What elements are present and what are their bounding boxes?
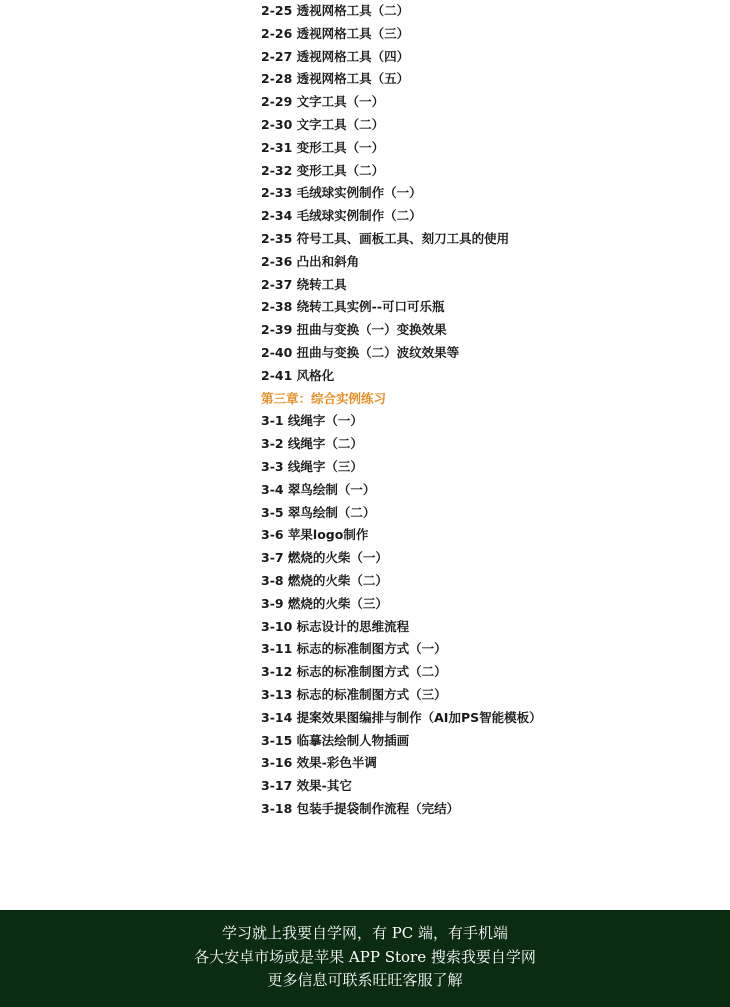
lesson-item: 2-39 扭曲与变换（一）变换效果: [261, 322, 447, 338]
lesson-item: 3-7 燃烧的火柴（一）: [261, 550, 388, 566]
course-table-of-contents: [261, 0, 701, 821]
lesson-item: 2-30 文字工具（二）: [261, 116, 385, 132]
chapter-heading: 第三章：综合实例练习: [261, 390, 387, 406]
lesson-item: 2-37 绕转工具: [261, 276, 347, 292]
footer-line-3: 更多信息可联系旺旺客服了解: [267, 971, 463, 989]
footer-banner: [0, 910, 730, 1007]
lesson-item: 3-15 临摹法绘制人物插画: [261, 732, 410, 748]
lesson-item: 3-14 提案效果图编排与制作（AI加PS智能模板）: [261, 709, 542, 725]
lesson-item: 2-29 文字工具（一）: [261, 94, 385, 110]
lesson-item: 3-2 线绳字（二）: [261, 436, 363, 452]
lesson-item: 2-36 凸出和斜角: [261, 253, 360, 269]
lesson-item: 2-31 变形工具（一）: [261, 139, 385, 155]
lesson-item: 2-26 透视网格工具（三）: [261, 25, 410, 41]
lesson-item: 3-17 效果-其它: [261, 778, 352, 794]
lesson-item: 2-25 透视网格工具（二）: [261, 3, 410, 18]
lesson-item: 2-40 扭曲与变换（二）波纹效果等: [261, 344, 460, 360]
lesson-item: 3-16 效果-彩色半调: [261, 755, 377, 771]
lesson-item: 3-11 标志的标准制图方式（一）: [261, 641, 447, 657]
footer-line-2: 各大安卓市场或是苹果 APP Store 搜索我要自学网: [194, 947, 536, 966]
lesson-item: 3-5 翠鸟绘制（二）: [261, 504, 376, 520]
lesson-item: 3-9 燃烧的火柴（三）: [261, 595, 388, 611]
lesson-item: 3-12 标志的标准制图方式（二）: [261, 664, 447, 680]
lesson-item: 3-13 标志的标准制图方式（三）: [261, 686, 447, 702]
lesson-item: 3-8 燃烧的火柴（二）: [261, 572, 388, 588]
lesson-item: 3-10 标志设计的思维流程: [261, 618, 410, 634]
lesson-item: 3-4 翠鸟绘制（一）: [261, 481, 376, 497]
lesson-item: 3-3 线绳字（三）: [261, 458, 363, 474]
lesson-item: 2-32 变形工具（二）: [261, 162, 385, 178]
footer-line-1: 学习就上我要自学网，有 PC 端，有手机端: [221, 924, 509, 942]
lesson-item: 2-28 透视网格工具（五）: [261, 71, 410, 87]
lesson-item: 2-35 符号工具、画板工具、刻刀工具的使用: [261, 230, 510, 246]
lesson-item: 3-18 包装手提袋制作流程（完结）: [261, 800, 460, 816]
lesson-item: 2-34 毛绒球实例制作（二）: [261, 208, 422, 224]
lesson-item: 2-41 风格化: [261, 367, 335, 383]
lesson-item: 3-6 苹果logo制作: [261, 527, 369, 543]
lesson-item: 2-27 透视网格工具（四）: [261, 48, 410, 64]
lesson-item: 3-1 线绳字（一）: [261, 413, 363, 429]
lesson-item: 2-38 绕转工具实例--可口可乐瓶: [261, 299, 445, 315]
lesson-item: 2-33 毛绒球实例制作（一）: [261, 185, 422, 201]
